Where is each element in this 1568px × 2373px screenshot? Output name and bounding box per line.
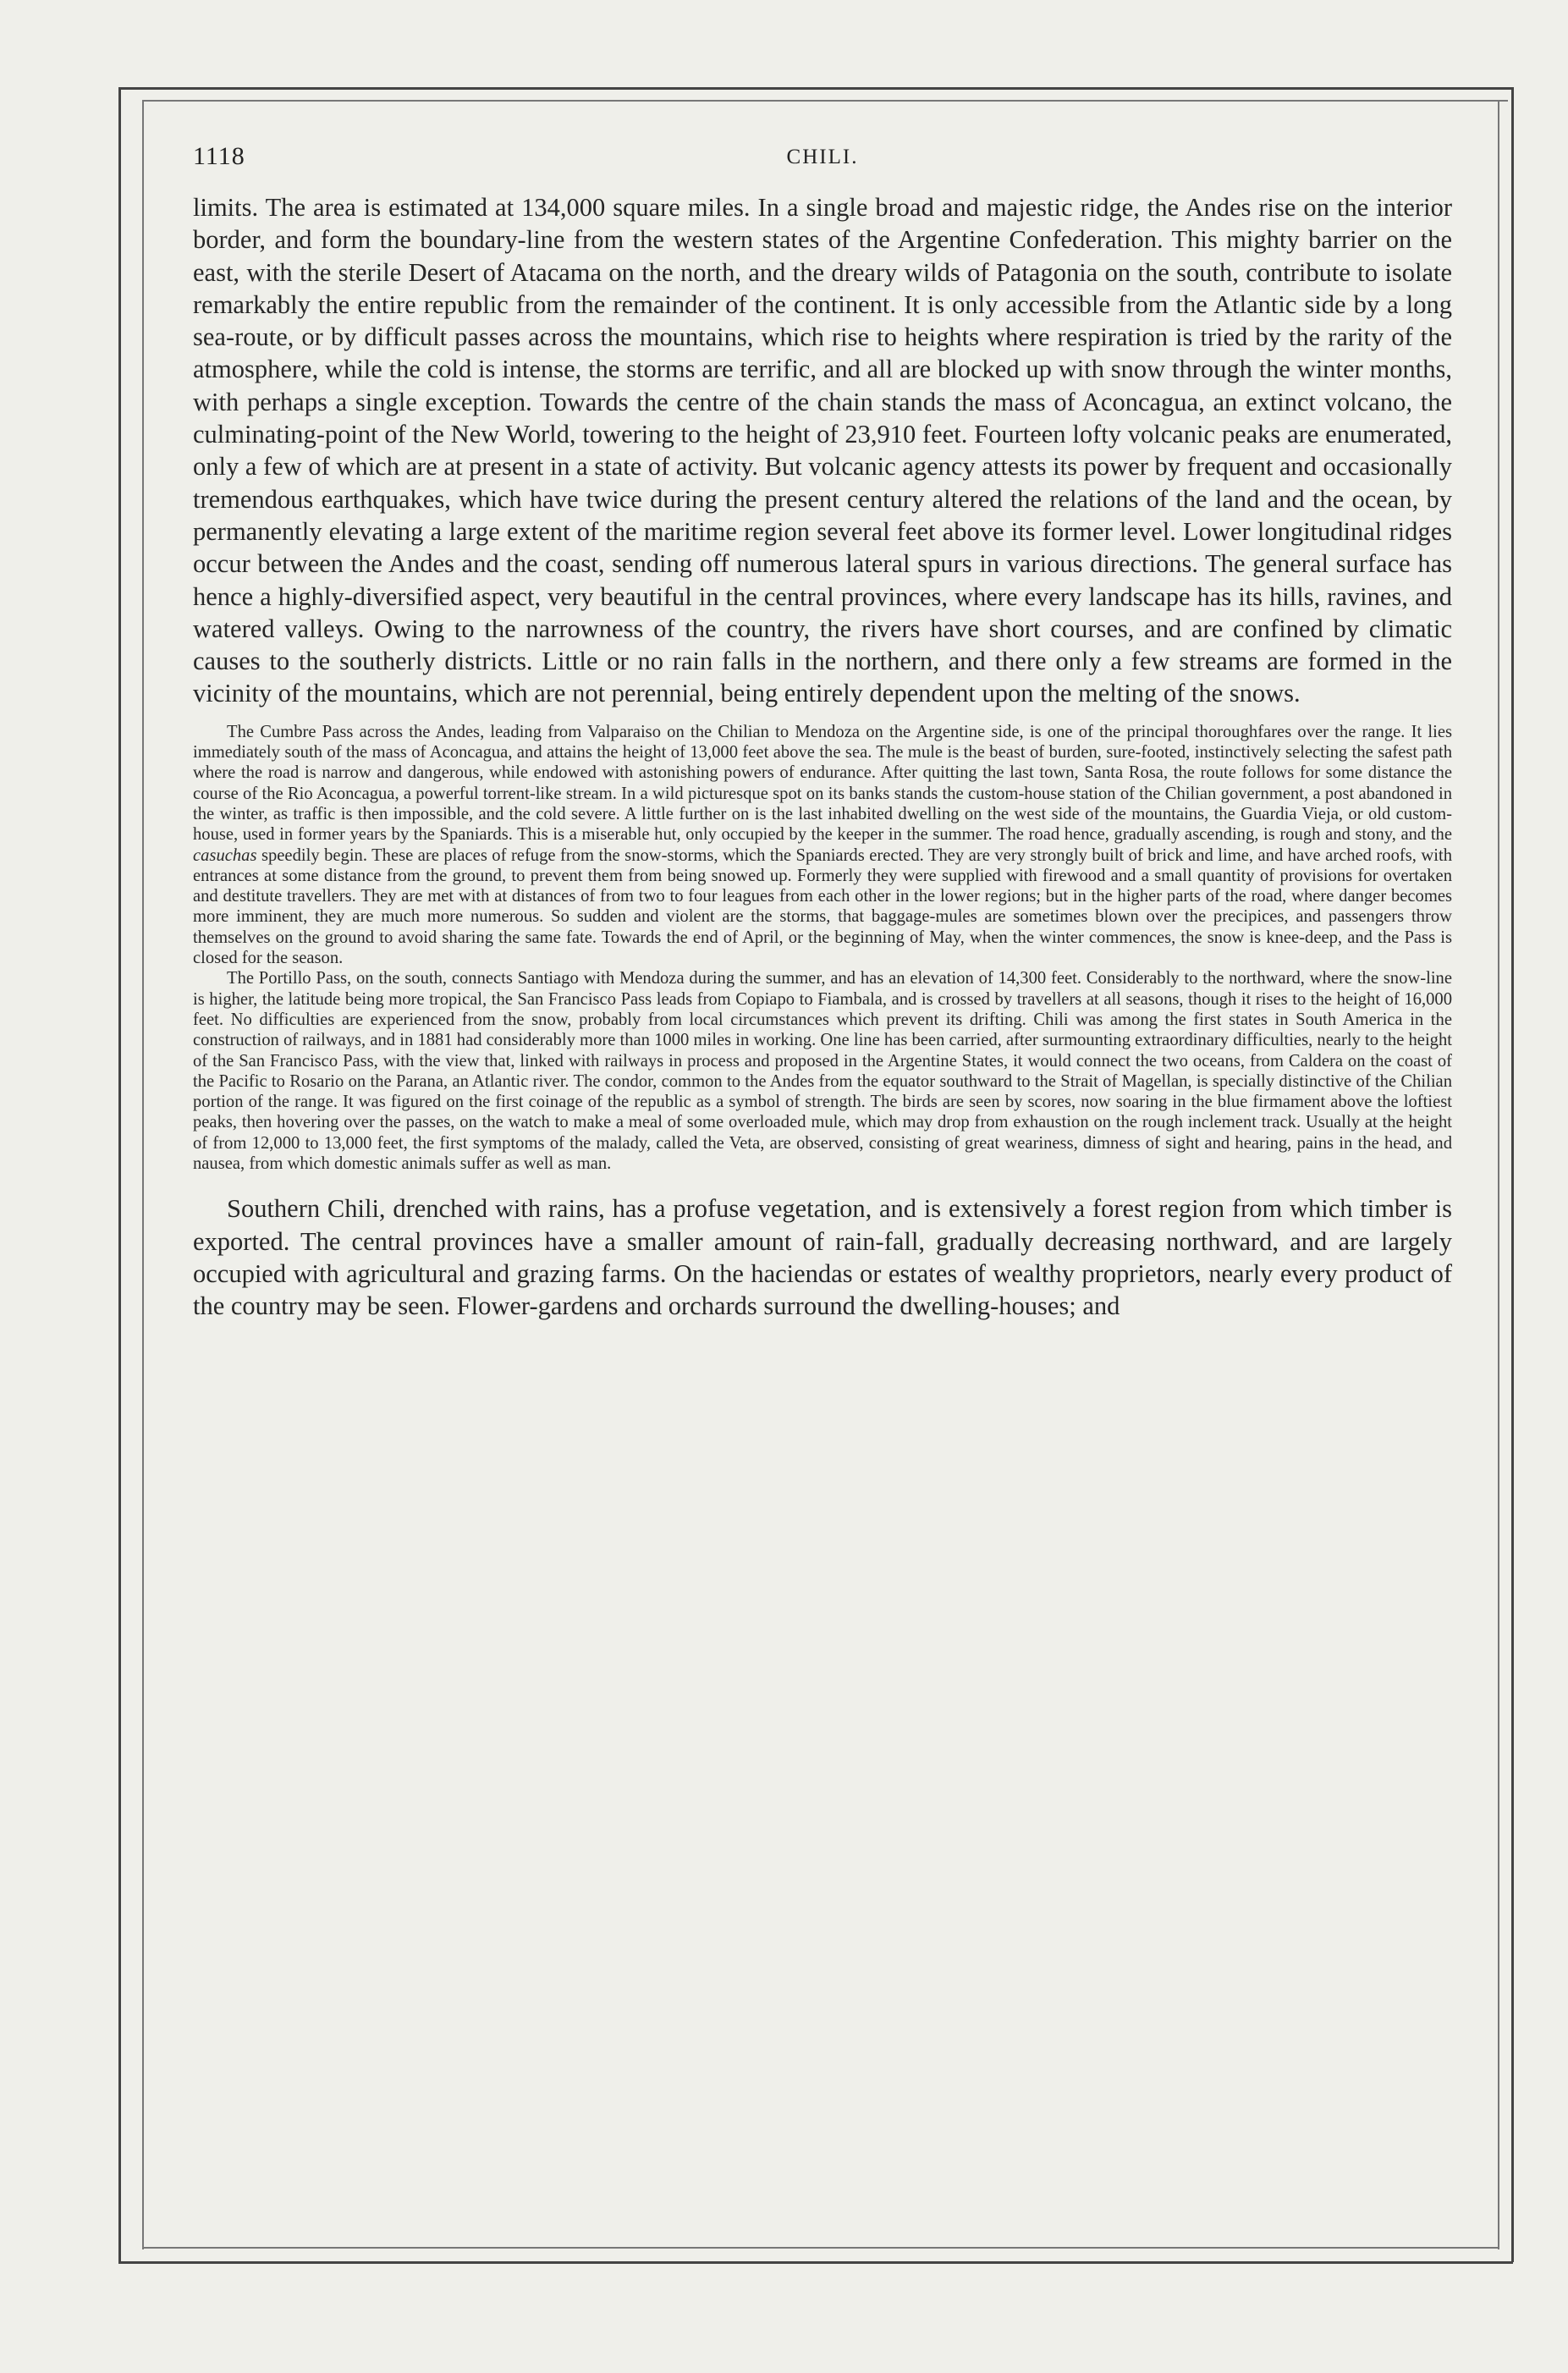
page-border-right: [1511, 87, 1514, 2262]
small-paragraph-cumbre-part1: The Cumbre Pass across the Andes, leading from Valparaiso on the Chilian to Mendoza on the Argentine side, is one of the principal thoroughfares over the range. It lies immediately south of the mass of Aconcagua, and attains the height of 13,000 feet above the sea. The mule is the beast of burden, sure-footed, instinctively selecting the safest path where the road is narrow and dangerous, while endowed with astonishing powers of endurance. After quitting the last town, Santa Rosa, the route follows for some distance the course of the Rio Aconcagua, a powerful torrent-like stream. In a wild picturesque spot on its banks stands the custom-house station of the Chilian government, a post abandoned in the winter, as traffic is then impossible, and the cold severe. A little further on is the last inhabited dwelling on the west side of the mountains, the Guardia Vieja, or old custom-house, used in former years by the Spaniards. This is a miserable hut, only occupied by the keeper in the summer. The road hence, gradually ascending, is rough and stony, and the: [193, 722, 1452, 845]
page-border-bottom-inner: [142, 2247, 1499, 2249]
page-border-left: [118, 87, 121, 2262]
running-title: CHILI.: [786, 146, 859, 168]
italic-term-casuchas: casuchas: [193, 845, 257, 865]
small-paragraph-cumbre-part2: speedily begin. These are places of refuge from the snow-storms, which the Spaniards erected. They are very strongly built of brick and lime, and have arched roofs, with entrances at some distance from the ground, to prevent them from being snowed up. Formerly they were supplied with firewood and a small quantity of provisions for overtaken and destitute travellers. They are met with at distances of from two to four leagues from each other in the lower regions; but in the higher parts of the road, where danger becomes more imminent, they are much more numerous. So sudden and violent are the storms, that baggage-mules are sometimes blown over the precipices, and passengers throw themselves on the ground to avoid sharing the same fate. Towards the end of April, or the beginning of May, when the winter commences, the snow is knee-deep, and the Pass is closed for the season.: [193, 845, 1452, 968]
page-content: [193, 142, 1452, 1322]
page-border-right-inner: [1498, 100, 1499, 2249]
page-header: [193, 142, 1452, 191]
page-border-top: [118, 87, 1513, 90]
page-border-top-inner: [142, 100, 1508, 102]
small-paragraph-portillo-pass: The Portillo Pass, on the south, connects Santiago with Mendoza during the summer, and has an elevation of 14,300 feet. Considerably to the northward, where the snow-line is higher, the latitude being more tropical, the San Francisco Pass leads from Copiapo to Fiambala, and is crossed by travellers at all seasons, though it rises to the height of 16,000 feet. No difficulties are experienced from the snow, probably from local circumstances which prevent its drifting. Chili was among the first states in South America in the construction of railways, and in 1881 had considerably more than 1000 miles in working. One line has been carried, after surmounting extraordinary difficulties, nearly to the height of the San Francisco Pass, with the view that, linked with railways in process and proposed in the Argentine States, it would connect the two oceans, from Caldera on the coast of the Pacific to Rosario on the Parana, an Atlantic river. The condor, common to the Andes from the equator southward to the Strait of Magellan, is specially distinctive of the Chilian portion of the range. It was figured on the first coinage of the republic as a symbol of strength. The birds are seen by scores, now soaring in the blue firmament above the loftiest peaks, then hovering over the passes, on the watch to make a meal of some overloaded mule, which may drop from exhaustion on the rough inclement track. Usually at the height of from 12,000 to 13,000 feet, the first symptoms of the malady, called the Veta, are observed, consisting of great weariness, dimness of sight and hearing, pains in the head, and nausea, from which domestic animals suffer as well as man.: [193, 969, 1452, 1173]
body-paragraph-1: limits. The area is estimated at 134,000 square miles. In a single broad and majestic ridge, the Andes rise on the interior border, and form the boundary-line from the western states of the Argentine Confederation. This mighty barrier on the east, with the sterile Desert of Atacama on the north, and the dreary wilds of Patagonia on the south, contribute to isolate remarkably the entire republic from the remainder of the continent. It is only accessible from the Atlantic side by a long sea-route, or by difficult passes across the mountains, which rise to heights where respiration is tried by the rarity of the atmosphere, while the cold is intense, the storms are terrific, and all are blocked up with snow through the winter months, with perhaps a single exception. Towards the centre of the chain stands the mass of Aconcagua, an extinct volcano, the culminating-point of the New World, towering to the height of 23,910 feet. Fourteen lofty volcanic peaks are enumerated, only a few of which are at present in a state of activity. But volcanic agency attests its power by frequent and occasionally tremendous earthquakes, which have twice during the present century altered the relations of the land and the ocean, by permanently elevating a large extent of the maritime region several feet above its former level. Lower longitudinal ridges occur between the Andes and the coast, sending off numerous lateral spurs in various directions. The general surface has hence a highly-diversified aspect, very beautiful in the central provinces, where every landscape has its hills, ravines, and watered valleys. Owing to the narrowness of the country, the rivers have short courses, and are confined by climatic causes to the southerly districts. Little or no rain falls in the northern, and there only a few streams are formed in the vicinity of the mountains, which are not perennial, being entirely dependent upon the melting of the snows.: [193, 193, 1452, 708]
page-border-left-inner: [142, 100, 144, 2249]
page-border-bottom: [118, 2261, 1513, 2264]
small-paragraph-cumbre-pass: [193, 722, 1452, 969]
page-number: 1118: [193, 142, 245, 170]
body-paragraph-2: Southern Chili, drenched with rains, has a profuse vegetation, and is extensively a forest region from which timber is exported. The central provinces have a smaller amount of rain-fall, gradually decreasing northward, and are largely occupied with agricultural and grazing farms. On the haciendas or estates of wealthy proprietors, nearly every product of the country may be seen. Flower-gardens and orchards surround the dwelling-houses; and: [193, 1194, 1452, 1321]
